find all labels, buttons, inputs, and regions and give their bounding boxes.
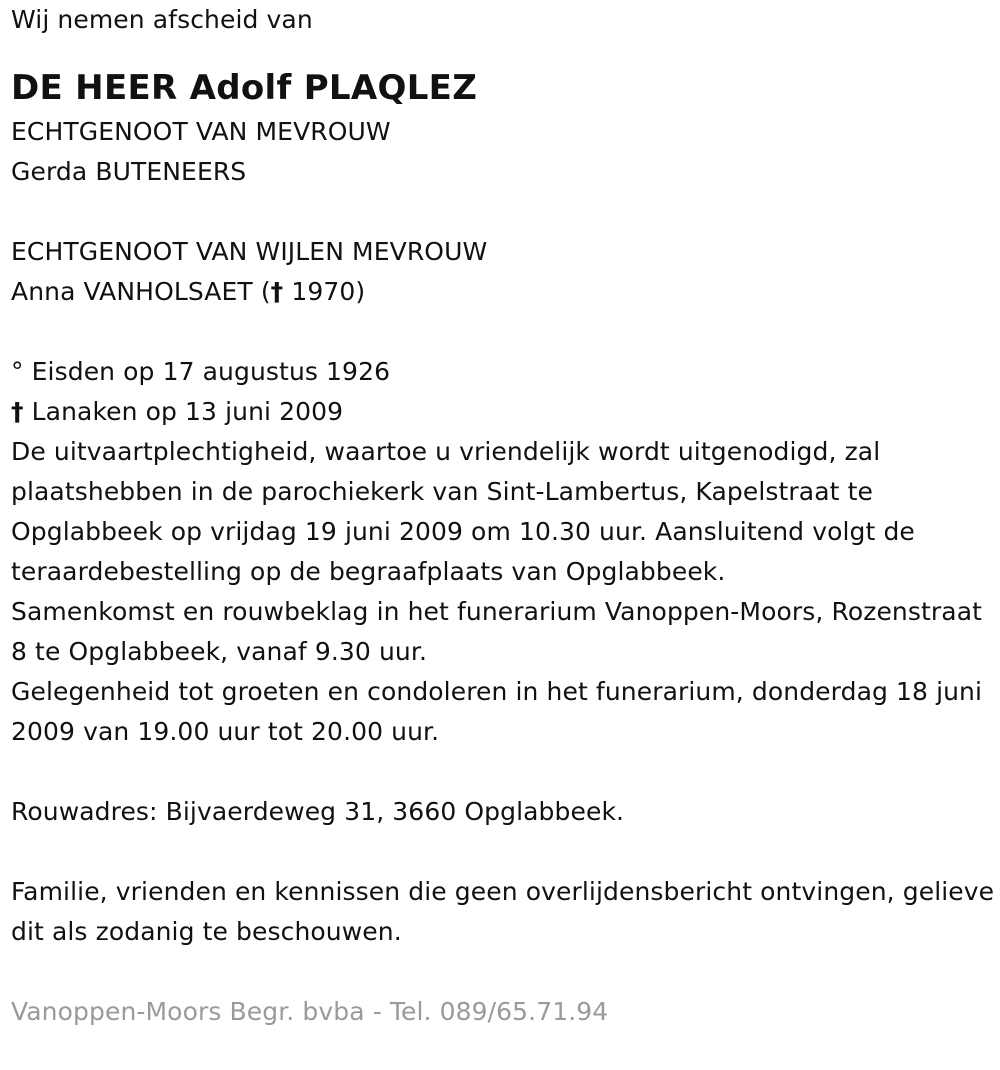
mourning-address: Rouwadres: Bijvaerdeweg 31, 3660 Opglabbeek.	[11, 797, 625, 826]
spouse-late-name-prefix: Anna VANHOLSAET (	[11, 277, 271, 306]
spouse-current-name: Gerda BUTENEERS	[11, 157, 247, 186]
deceased-name: DE HEER Adolf PLAQLEZ	[11, 68, 478, 108]
spouse-late-title: ECHTGENOOT VAN WIJLEN MEVROUW	[11, 237, 488, 266]
death-line	[11, 392, 996, 432]
spacer	[11, 40, 996, 64]
birth-line	[11, 352, 996, 392]
birth-symbol-icon: °	[11, 357, 24, 386]
notice-paragraph: Familie, vrienden en kennissen die geen overlijdensbericht ontvingen, gelieve dit als zodanig te beschouwen.	[11, 877, 995, 946]
obituary-notice	[11, 0, 996, 1032]
spacer	[11, 752, 996, 792]
intro-text: Wij nemen afscheid van	[11, 5, 313, 34]
funeral-paragraph: De uitvaartplechtigheid, waartoe u vriendelijk wordt uitgenodigd, zal plaatshebben in de parochiekerk van Sint-Lambertus, Kapelstraat te Opglabbeek op vrijdag 19 juni 2009 om 10.30 uur. Aansluitend volgt de teraardebestelling op de begraafplaats van Opglabbeek.	[11, 437, 915, 586]
spacer	[11, 312, 996, 352]
birth-text: Eisden op 17 augustus 1926	[23, 357, 391, 386]
spouse-late-name-suffix: 1970)	[283, 277, 366, 306]
spacer	[11, 832, 996, 872]
spacer	[11, 952, 996, 992]
cross-icon: †	[11, 397, 24, 426]
cross-icon: †	[270, 277, 284, 306]
death-text: Lanaken op 13 juni 2009	[23, 397, 344, 426]
gathering-paragraph: Samenkomst en rouwbeklag in het funerarium Vanoppen-Moors, Rozenstraat 8 te Opglabbeek, vanaf 9.30 uur.	[11, 597, 983, 666]
spouse-current-title: ECHTGENOOT VAN MEVROUW	[11, 117, 391, 146]
spouse-late-name	[11, 272, 996, 312]
funeral-home-footer: Vanoppen-Moors Begr. bvba - Tel. 089/65.71.94	[11, 997, 609, 1026]
spacer	[11, 192, 996, 232]
condolence-paragraph: Gelegenheid tot groeten en condoleren in het funerarium, donderdag 18 juni 2009 van 19.00 uur tot 20.00 uur.	[11, 677, 983, 746]
